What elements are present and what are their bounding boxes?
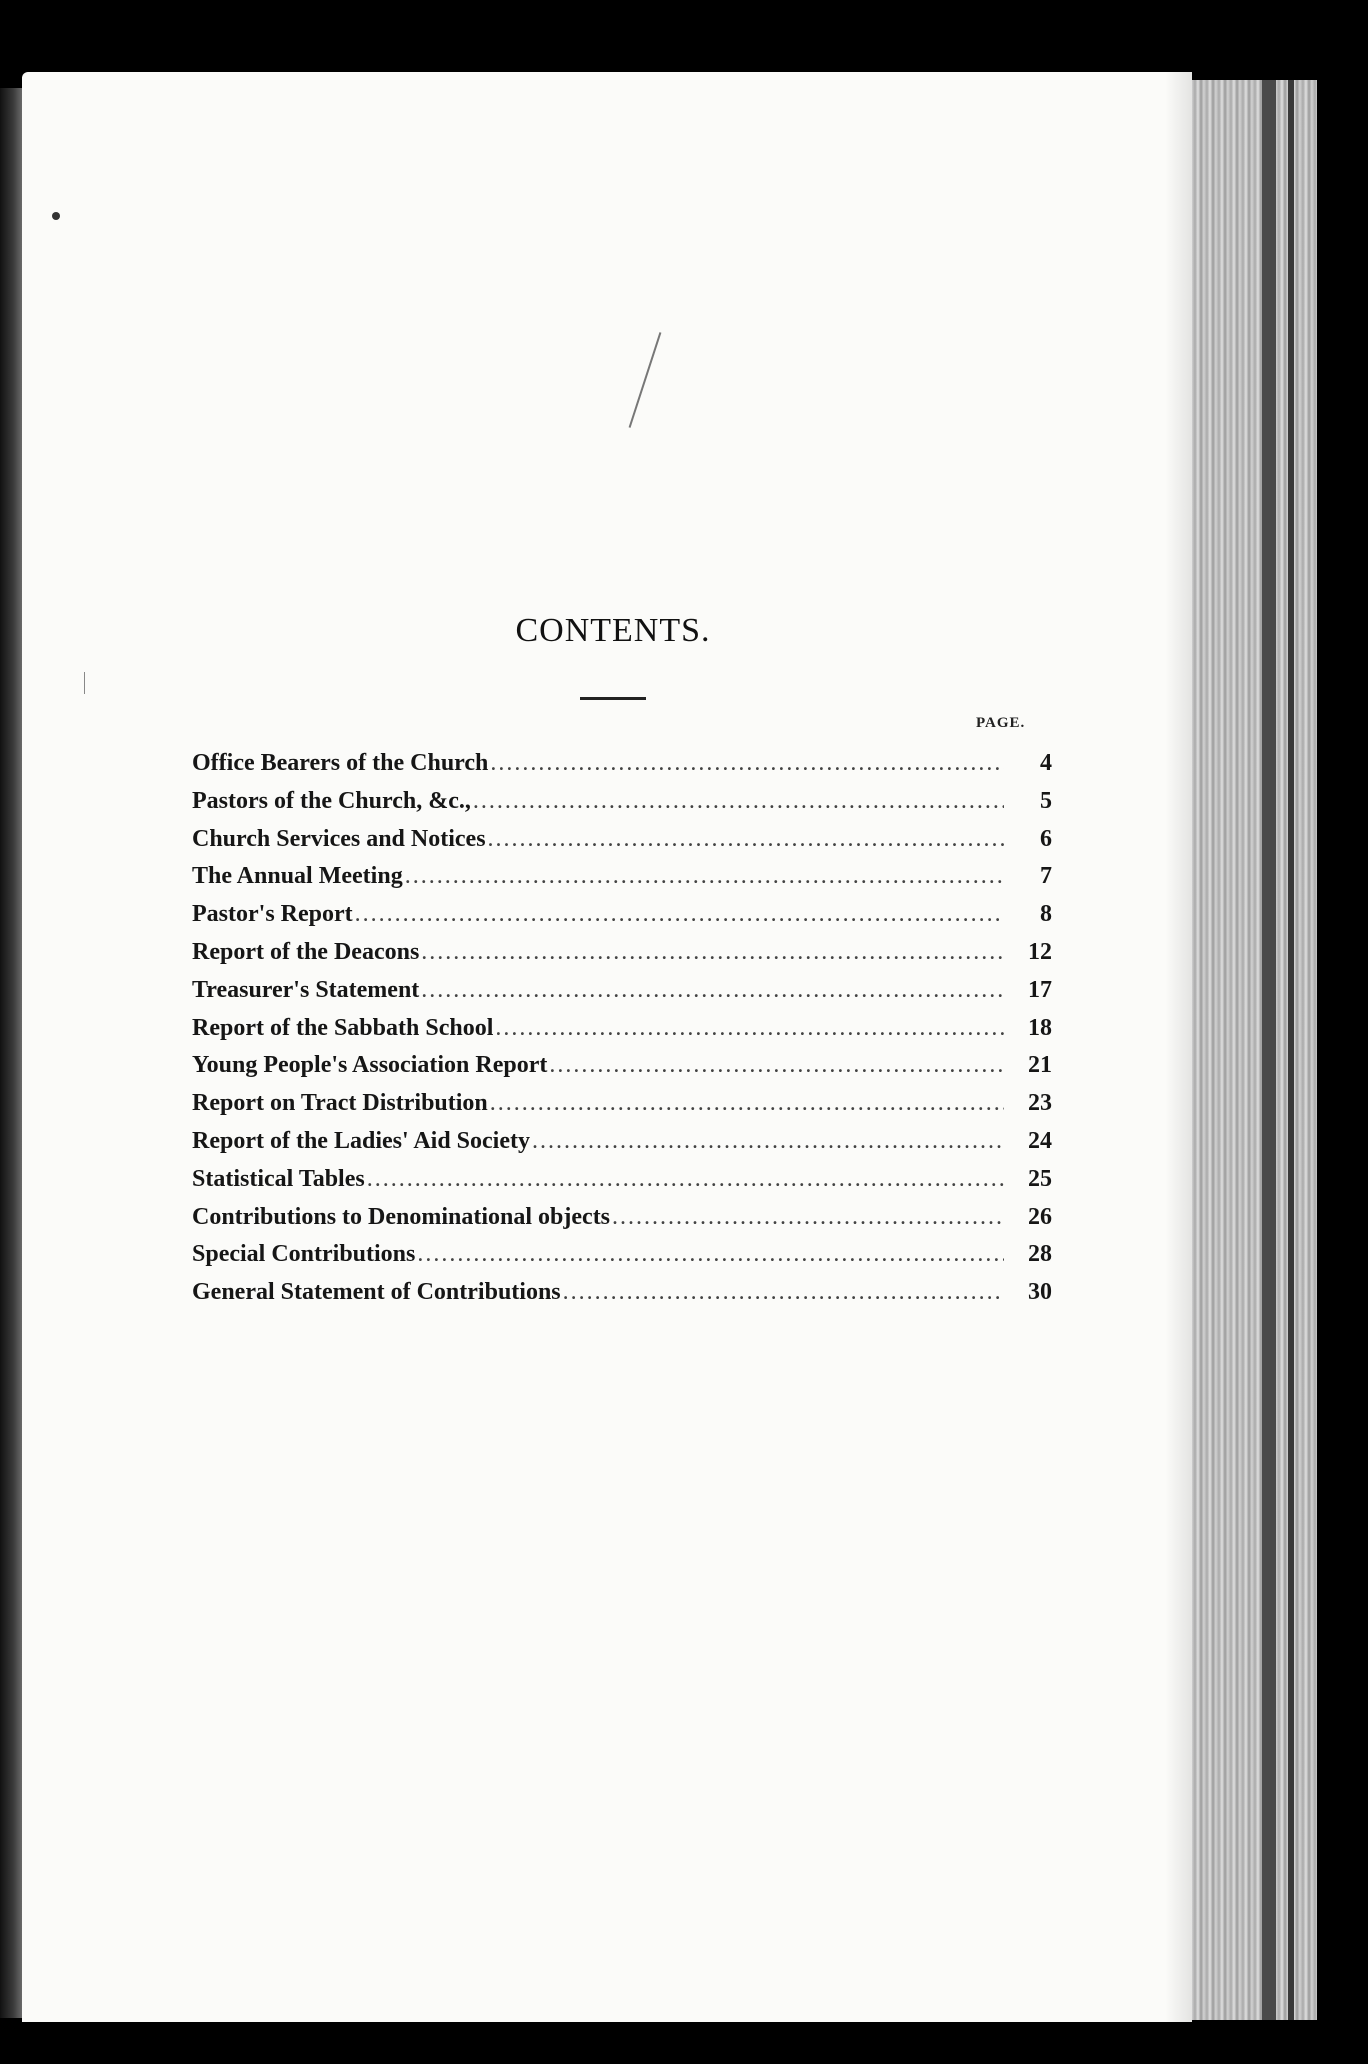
entry-page-number: 7: [1040, 863, 1052, 890]
entry-title: Report on Tract Distribution: [192, 1090, 488, 1117]
dot-leader: [421, 977, 1004, 1004]
book-spine: [1192, 80, 1317, 2020]
ink-speck: [52, 212, 60, 220]
entry-page-number: 26: [1028, 1203, 1052, 1230]
dot-leader: [421, 939, 1004, 966]
entry-title: Statistical Tables: [192, 1165, 365, 1192]
dot-leader: [612, 1204, 1004, 1231]
dot-leader: [490, 750, 1004, 777]
dot-leader: [563, 1279, 1004, 1306]
contents-entry: [192, 826, 1052, 864]
entry-page-number: 8: [1040, 901, 1052, 928]
dot-leader: [532, 1128, 1004, 1155]
dot-leader: [473, 788, 1004, 815]
entry-title: Report of the Deacons: [192, 938, 420, 965]
dot-leader: [405, 863, 1004, 890]
pencil-stroke: [629, 332, 662, 428]
dot-leader: [490, 1090, 1004, 1117]
contents-entry: [192, 901, 1052, 939]
entry-title: Report of the Sabbath School: [192, 1014, 494, 1041]
entry-title: Office Bearers of the Church: [192, 750, 489, 776]
contents-entry: [192, 1279, 1052, 1317]
entry-page-number: 12: [1028, 938, 1052, 965]
entry-page-number: 4: [1040, 750, 1052, 776]
entry-page-number: 5: [1040, 787, 1052, 814]
entry-title: Special Contributions: [192, 1241, 416, 1268]
entry-title: Church Services and Notices: [192, 825, 486, 852]
contents-entry: [192, 863, 1052, 901]
entry-title: The Annual Meeting: [192, 863, 403, 890]
margin-line: [84, 672, 85, 694]
entry-title: Young People's Association Report: [192, 1052, 548, 1079]
dot-leader: [355, 901, 1004, 928]
entry-title: Report of the Ladies' Aid Society: [192, 1127, 530, 1154]
contents-entry: [192, 1204, 1052, 1242]
dot-leader: [417, 1241, 1004, 1268]
contents-entry: [192, 1015, 1052, 1053]
page-title: CONTENTS.: [515, 612, 711, 649]
entry-title: Pastors of the Church, &c.,: [192, 787, 471, 814]
title-rule: [580, 697, 646, 700]
entry-page-number: 21: [1028, 1052, 1052, 1079]
contents-entry: [192, 977, 1052, 1015]
entry-page-number: 28: [1028, 1241, 1052, 1268]
dot-leader: [367, 1166, 1004, 1193]
entry-title: General Statement of Contributions: [192, 1279, 561, 1306]
entry-page-number: 23: [1028, 1090, 1052, 1117]
contents-entry: [192, 788, 1052, 826]
left-page-edge: [0, 88, 22, 2018]
entry-title: Treasurer's Statement: [192, 976, 420, 1003]
entry-title: Contributions to Denominational objects: [192, 1203, 611, 1230]
contents-entry: [192, 750, 1052, 788]
contents-entry: [192, 1166, 1052, 1204]
page-column-label: PAGE.: [976, 715, 1026, 731]
contents-entry: [192, 1090, 1052, 1128]
contents-entry: [192, 939, 1052, 977]
dot-leader: [488, 826, 1004, 853]
dot-leader: [495, 1015, 1004, 1042]
dot-leader: [549, 1052, 1004, 1079]
contents-entry: [192, 1128, 1052, 1166]
entry-page-number: 18: [1028, 1014, 1052, 1041]
entry-page-number: 30: [1028, 1279, 1052, 1306]
entry-title: Pastor's Report: [192, 901, 353, 928]
contents-entry: [192, 1241, 1052, 1279]
entry-page-number: 6: [1040, 825, 1052, 852]
entry-page-number: 25: [1028, 1165, 1052, 1192]
contents-list: [192, 750, 1052, 1317]
entry-page-number: 17: [1028, 976, 1052, 1003]
contents-entry: [192, 1052, 1052, 1090]
entry-page-number: 24: [1028, 1127, 1052, 1154]
